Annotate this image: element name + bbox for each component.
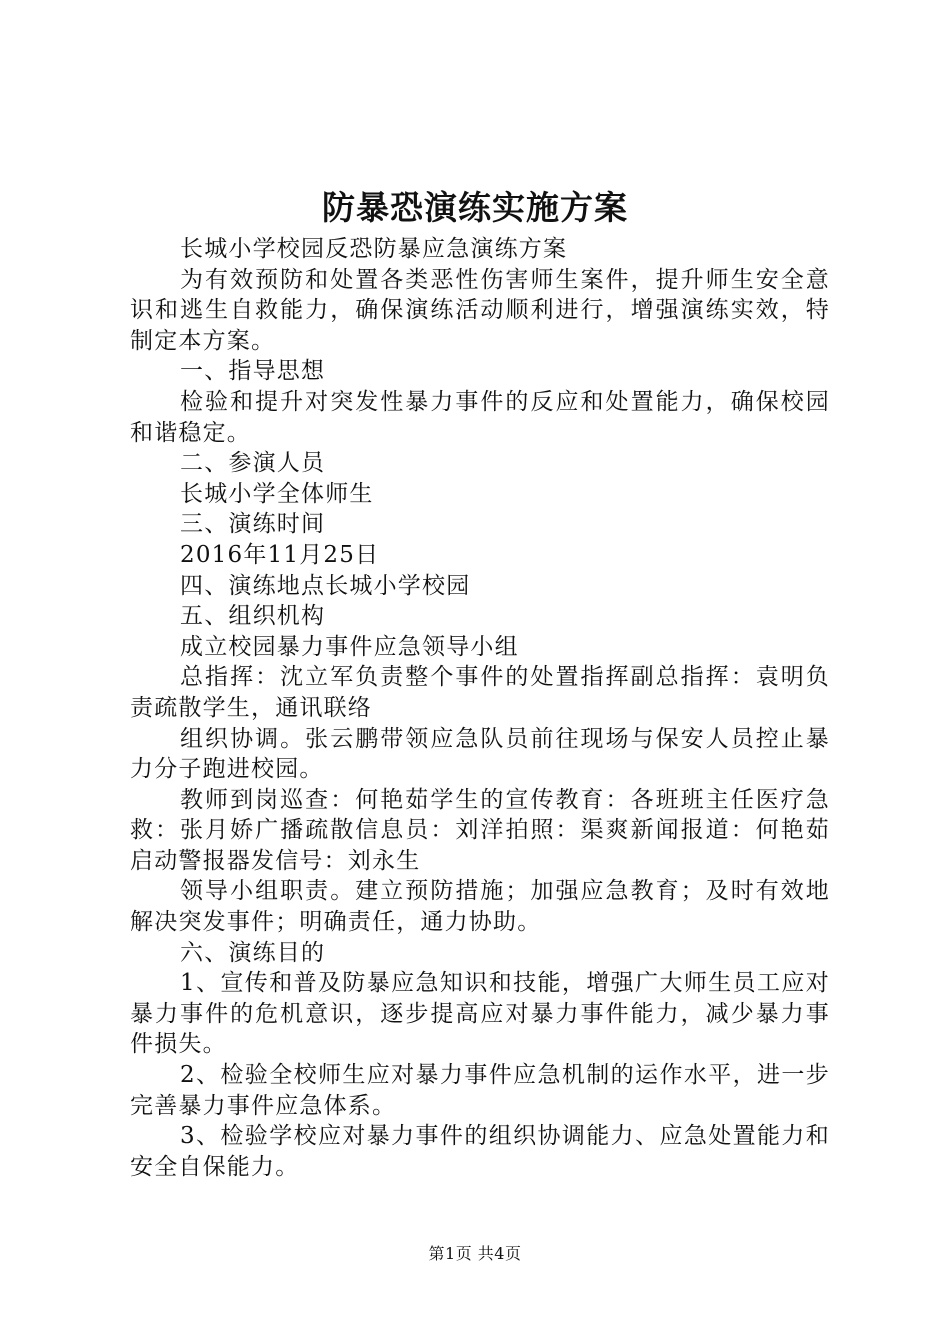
paragraph-responsibilities: 领导小组职责。建立预防措施；加强应急教育；及时有效地解决突发事件；明确责任，通力协助。	[130, 878, 830, 936]
paragraph-commander: 总指挥：沈立军负责整个事件的处置指挥副总指挥：袁明负责疏散学生，通讯联络	[130, 664, 830, 721]
paragraph-guiding-ideology: 检验和提升对突发性暴力事件的反应和处置能力，确保校园和谐稳定。	[130, 388, 830, 446]
section-heading-drill-time: 三、演练时间	[180, 511, 326, 538]
paragraph-drill-time: 2016年11月25日	[180, 541, 380, 568]
paragraph-subtitle: 长城小学校园反恐防暴应急演练方案	[180, 236, 568, 262]
paragraph-leadership-group: 成立校园暴力事件应急领导小组	[180, 633, 519, 660]
paragraph-purpose-3: 3、检验学校应对暴力事件的组织协调能力、应急处置能力和安全自保能力。	[130, 1123, 830, 1180]
section-heading-participants: 二、参演人员	[180, 450, 326, 477]
section-heading-drill-location: 四、演练地点长城小学校园	[180, 572, 471, 599]
page-number-footer: 第1页 共4页	[428, 1244, 522, 1263]
document-body	[130, 234, 830, 1182]
section-heading-drill-purpose: 六、演练目的	[180, 939, 326, 966]
section-heading-guiding-ideology: 一、指导思想	[180, 358, 326, 385]
paragraph-purpose-2: 2、检验全校师生应对暴力事件应急机制的运作水平，进一步完善暴力事件应急体系。	[130, 1062, 830, 1119]
paragraph-purpose-1: 1、宣传和普及防暴应急知识和技能，增强广大师生员工应对暴力事件的危机意识，逐步提高应对暴力事件能力，减少暴力事件损失。	[130, 970, 830, 1058]
paragraph-roles: 教师到岗巡查：何艳茹学生的宣传教育：各班班主任医疗急救：张月娇广播疏散信息员：刘洋拍照：渠爽新闻报道：何艳茹启动警报器发信号：刘永生	[130, 786, 830, 874]
paragraph-intro: 为有效预防和处置各类恶性伤害师生案件，提升师生安全意识和逃生自救能力，确保演练活动顺利进行，增强演练实效，特制定本方案。	[130, 266, 830, 354]
paragraph-coordination: 组织协调。张云鹏带领应急队员前往现场与保安人员控止暴力分子跑进校园。	[130, 725, 830, 783]
paragraph-participants: 长城小学全体师生	[180, 480, 374, 507]
document-title: 防暴恐演练实施方案	[322, 188, 628, 227]
section-heading-organization: 五、组织机构	[180, 603, 326, 630]
